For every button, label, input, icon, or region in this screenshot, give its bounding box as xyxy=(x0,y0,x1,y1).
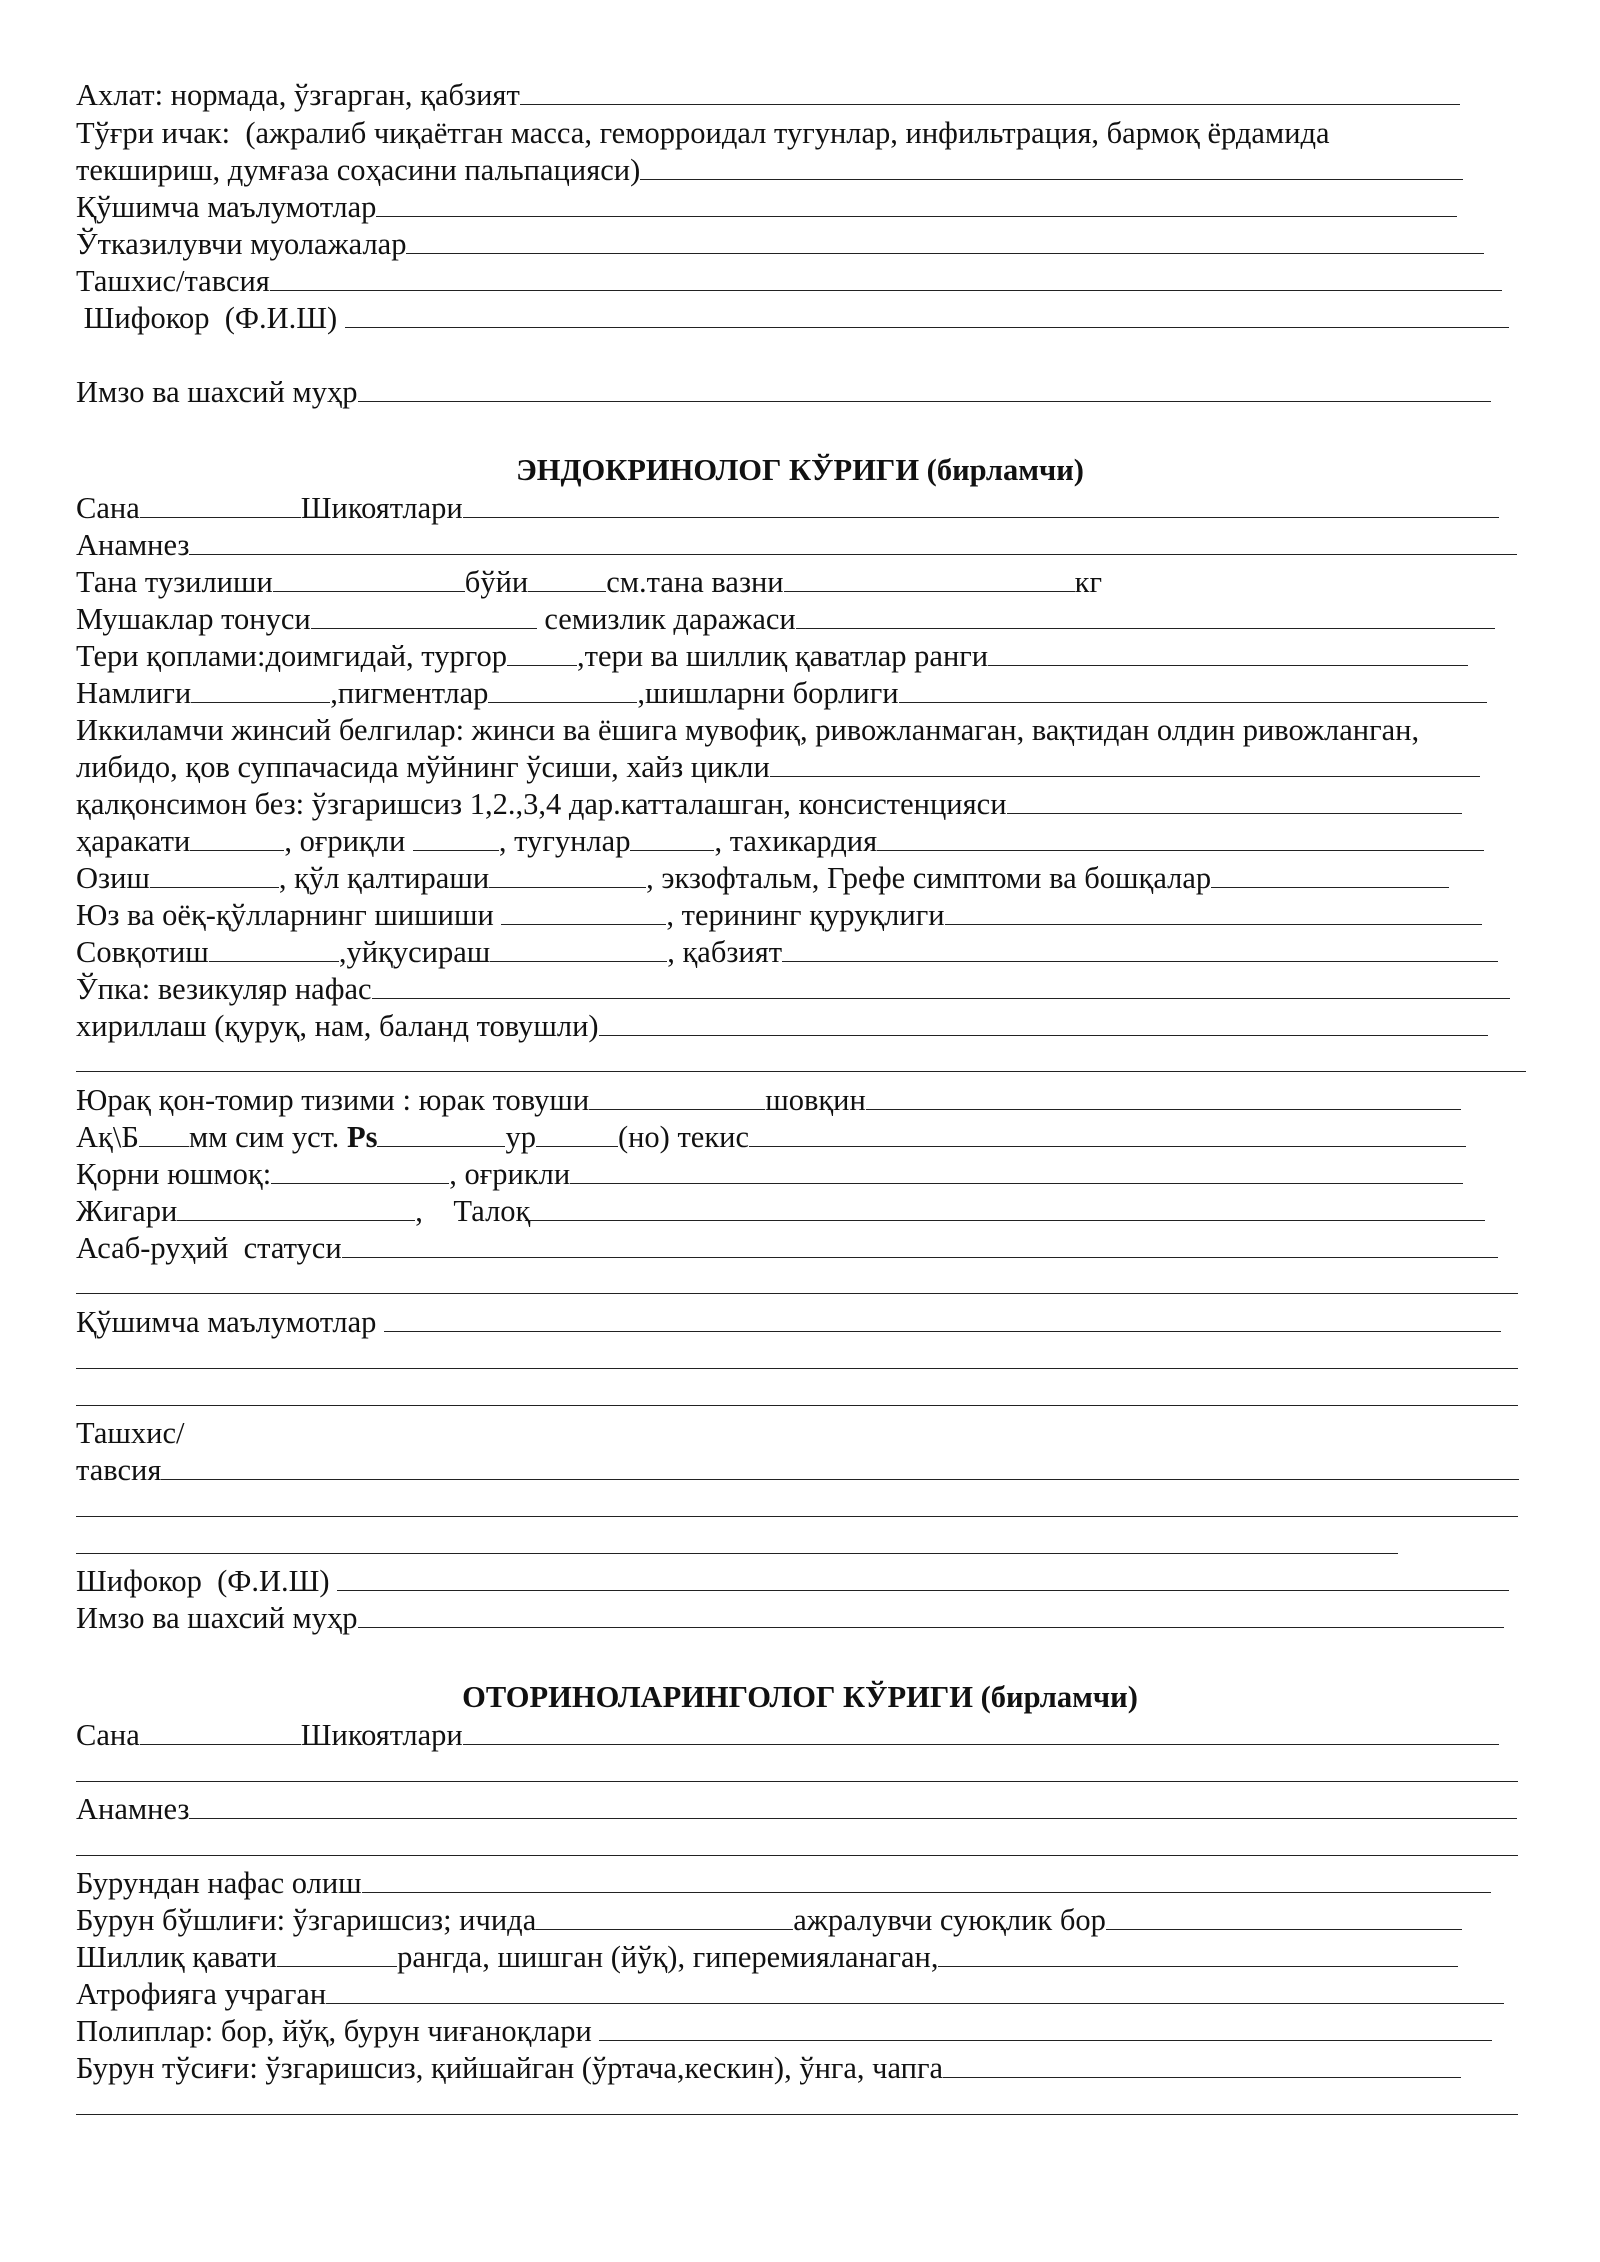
endo-doctor-field[interactable] xyxy=(337,1564,1509,1591)
proct-signature-label: Имзо ва шахсий муҳр xyxy=(76,375,358,409)
neuro-label: Асаб-руҳий статуси xyxy=(76,1231,342,1265)
ent-anamnesis-field[interactable] xyxy=(189,1792,1517,1819)
stool-row xyxy=(76,77,1460,114)
septum-field[interactable] xyxy=(943,2051,1461,2078)
neuro-row xyxy=(76,1230,1498,1267)
rhythm-label: ур xyxy=(505,1120,536,1154)
endo-diagnosis-label: Ташхис/ xyxy=(76,1416,185,1450)
abdomen-label: Қорни юшмоқ: xyxy=(76,1157,272,1191)
bp-label: Ақ\Б xyxy=(76,1120,139,1154)
septum-row xyxy=(76,2050,1461,2087)
polyps-field[interactable] xyxy=(599,2014,1492,2041)
endo-anamnesis-label: Анамнез xyxy=(76,528,190,562)
height-field[interactable] xyxy=(528,565,606,592)
ent-anamnesis-label: Анамнез xyxy=(76,1792,190,1826)
proct-doctor-row xyxy=(76,300,1509,337)
heart-sound-field[interactable] xyxy=(589,1083,765,1110)
endo-anamnesis-field[interactable] xyxy=(189,528,1517,555)
face-row xyxy=(76,897,1482,934)
thyroid-row xyxy=(76,786,1462,823)
skin-label: Тери қоплами:доимгидай, тургор xyxy=(76,639,507,673)
skin-row xyxy=(76,638,1468,675)
endo-complaints-field[interactable] xyxy=(463,491,1499,518)
stool-label: Ахлат: нормада, ўзгарган, қабзият xyxy=(76,78,520,112)
weight-field[interactable] xyxy=(784,565,1075,592)
swelling-field[interactable] xyxy=(899,676,1487,703)
endo-signature-row xyxy=(76,1600,1504,1637)
muscle-label: Мушаклар тонуси xyxy=(76,602,311,636)
rectum-label: Тўғри ичак: (ажралиб чиқаётган масса, геморроидал тугунлар, инфильтрация, бармоқ ёрдамида xyxy=(76,116,1330,150)
tremor-field[interactable] xyxy=(489,861,646,888)
lungs-field[interactable] xyxy=(372,972,1510,999)
endo-diagnosis-line-2[interactable] xyxy=(76,1516,1518,1517)
endo-date-field[interactable] xyxy=(140,491,301,518)
ent-date-field[interactable] xyxy=(140,1718,301,1745)
endo-diagnosis-row-2 xyxy=(76,1452,1519,1489)
nasal-breathing-field[interactable] xyxy=(362,1866,1491,1893)
liver-field[interactable] xyxy=(177,1194,415,1221)
wheeze-label: хириллаш (қуруқ, нам, баланд товушли) xyxy=(76,1009,599,1043)
neuro-continuation-line[interactable] xyxy=(76,1293,1518,1294)
polyps-label: Полиплар: бор, йўқ, бурун чиғаноқлари xyxy=(76,2014,600,2048)
sex-row-1 xyxy=(76,712,1419,749)
wheeze-field[interactable] xyxy=(599,1009,1488,1036)
atrophy-field[interactable] xyxy=(326,1977,1504,2004)
proct-extra-field[interactable] xyxy=(376,190,1457,217)
cold-field[interactable] xyxy=(209,935,339,962)
sleepy-field[interactable] xyxy=(490,935,667,962)
thyroid-label: қалқонсимон без: ўзгаришсиз 1,2.,3,4 дар.катталашган, консистенцияси xyxy=(76,787,1007,821)
constipation-field[interactable] xyxy=(782,935,1498,962)
murmur-label: шовқин xyxy=(765,1083,866,1117)
proct-signature-field[interactable] xyxy=(358,375,1491,402)
consistency-field[interactable] xyxy=(1007,787,1462,814)
bp-row xyxy=(76,1119,1466,1156)
moisture-field[interactable] xyxy=(191,676,330,703)
discharge-label: ажралувчи суюқлик бор xyxy=(793,1903,1106,1937)
mucosa-label: ,тери ва шиллиқ қаватлар ранги xyxy=(576,639,989,673)
nasal-breathing-row xyxy=(76,1865,1491,1902)
polyps-row xyxy=(76,2013,1492,2050)
menstrual-cycle-field[interactable] xyxy=(770,750,1480,777)
endo-signature-field[interactable] xyxy=(358,1601,1504,1628)
tremor-label: , қўл қалтираши xyxy=(278,861,490,895)
abdomen-field[interactable] xyxy=(271,1157,449,1184)
proct-diagnosis-label: Ташхис/тавсия xyxy=(76,264,270,298)
endo-extra-line-3[interactable] xyxy=(76,1405,1518,1406)
neuro-field[interactable] xyxy=(342,1231,1498,1258)
nasal-cavity-row xyxy=(76,1902,1462,1939)
procedures-field[interactable] xyxy=(406,227,1484,254)
proct-signature-row xyxy=(76,374,1491,411)
moisture-row xyxy=(76,675,1487,712)
rectum-label-cont: текшириш, думғаза соҳасини пальпацияси) xyxy=(76,153,641,187)
body-build-label: Тана тузилиши xyxy=(76,565,273,599)
nodes-field[interactable] xyxy=(630,824,714,851)
mucosa-colour-field[interactable] xyxy=(938,1940,1458,1967)
wheeze-continuation-line[interactable] xyxy=(76,1071,1526,1072)
endo-extra-row xyxy=(76,1304,1501,1341)
endo-heading-sub: (бирламчи) xyxy=(919,453,1084,487)
tachycardia-label: , тахикардия xyxy=(714,824,878,858)
heart-label: Юрақ қон-томир тизими : юрак товуши xyxy=(76,1083,590,1117)
rectum-row-2 xyxy=(76,152,1463,189)
sex-label: Иккиламчи жинсий белгилар: жинси ва ёшига мувофиқ, ривожланмаган, вақтидан олдин ривожланган, xyxy=(76,713,1420,747)
nasal-breathing-label: Бурундан нафас олиш xyxy=(76,1866,362,1900)
pigment-field[interactable] xyxy=(488,676,637,703)
sleepy-label: ,уйқусираш xyxy=(338,935,491,969)
endo-diagnosis-line-3[interactable] xyxy=(76,1553,1398,1554)
atrophy-label: Атрофияга учраган xyxy=(76,1977,327,2011)
ent-heading-title: ОТОРИНОЛАРИНГОЛОГ КЎРИГИ xyxy=(462,1680,973,1714)
nasal-content-field[interactable] xyxy=(536,1903,793,1930)
dryskin-label: , терининг қуруқлиги xyxy=(666,898,945,932)
nasal-cavity-label: Бурун бўшлиғи: ўзгаришсиз; ичида xyxy=(76,1903,537,1937)
septum-continuation-line[interactable] xyxy=(76,2114,1518,2115)
atrophy-row xyxy=(76,1976,1504,2013)
weightloss-row xyxy=(76,860,1449,897)
spleen-field[interactable] xyxy=(530,1194,1485,1221)
pain-field[interactable] xyxy=(413,824,499,851)
bp-field[interactable] xyxy=(139,1120,189,1147)
murmur-field[interactable] xyxy=(866,1083,1461,1110)
ent-complaints-line-2[interactable] xyxy=(76,1781,1518,1782)
rectum-row-1 xyxy=(76,115,1330,152)
endo-extra-field[interactable] xyxy=(384,1305,1501,1332)
muscle-row xyxy=(76,601,1495,638)
endo-date-row xyxy=(76,490,1499,527)
liver-label: Жигари xyxy=(76,1194,178,1228)
endo-anamnesis-row xyxy=(76,527,1517,564)
painful-label: , оғрикли xyxy=(449,1157,571,1191)
lungs-row xyxy=(76,971,1510,1008)
abdomen-row xyxy=(76,1156,1463,1193)
endo-doctor-row xyxy=(76,1563,1509,1600)
endo-diagnosis-row-1 xyxy=(76,1415,184,1452)
tachycardia-field[interactable] xyxy=(877,824,1484,851)
heart-row xyxy=(76,1082,1461,1119)
exophthalmos-field[interactable] xyxy=(1211,861,1449,888)
sex-row-2 xyxy=(76,749,1480,786)
nasal-mucosa-field[interactable] xyxy=(277,1940,397,1967)
ent-date-label: Сана xyxy=(76,1718,140,1752)
ent-anamnesis-line-2[interactable] xyxy=(76,1855,1518,1856)
mucosa-field[interactable] xyxy=(988,639,1468,666)
proct-extra-label: Қўшимча маълумотлар xyxy=(76,190,377,224)
ent-date-row xyxy=(76,1717,1499,1754)
endo-extra-line-2[interactable] xyxy=(76,1368,1518,1369)
proct-extra-row xyxy=(76,189,1457,226)
septum-label: Бурун тўсиғи: ўзгаришсиз, қийшайган (ўртача,кескин), ўнга, чапга xyxy=(76,2051,944,2085)
dryskin-field[interactable] xyxy=(945,898,1482,925)
wheeze-row xyxy=(76,1008,1488,1045)
procedures-row xyxy=(76,226,1484,263)
ent-complaints-field[interactable] xyxy=(463,1718,1499,1745)
weight-label: см.тана вазни xyxy=(606,565,784,599)
height-label: бўйи xyxy=(464,565,529,599)
obesity-label: семизлик даражаси xyxy=(536,602,796,636)
endo-doctor-label: Шифокор (Ф.И.Ш) xyxy=(76,1564,338,1598)
face-field[interactable] xyxy=(501,898,666,925)
spleen-label: , Талоқ xyxy=(415,1194,531,1228)
moisture-label: Намлиги xyxy=(76,676,192,710)
procedures-label: Ўтказилувчи муолажалар xyxy=(76,227,407,261)
body-build-row xyxy=(76,564,1102,601)
mucosa-colour-label: рангда, шишган (йўқ), гиперемияланаган, xyxy=(397,1940,939,1974)
even-field[interactable] xyxy=(749,1120,1466,1147)
even-label: (но) текис xyxy=(617,1120,749,1154)
mobility-label: ҳаракати xyxy=(76,824,191,858)
pulse-label: Ps xyxy=(346,1120,378,1154)
body-build-field[interactable] xyxy=(273,565,465,592)
weightloss-label: Озиш xyxy=(76,861,150,895)
ent-anamnesis-row xyxy=(76,1791,1517,1828)
exophthalmos-label: , экзофтальм, Грефе симптоми ва бошқалар xyxy=(646,861,1212,895)
liver-row xyxy=(76,1193,1485,1230)
endo-extra-label: Қўшимча маълумотлар xyxy=(76,1305,385,1339)
rectum-field[interactable] xyxy=(640,153,1463,180)
proct-diagnosis-row xyxy=(76,263,1502,300)
kg-unit: кг xyxy=(1074,565,1102,599)
mobility-field[interactable] xyxy=(190,824,284,851)
proct-doctor-label: Шифокор (Ф.И.Ш) xyxy=(76,301,345,335)
face-label: Юз ва оёқ-қўлларнинг шишиши xyxy=(76,898,502,932)
endo-recommendation-label: тавсия xyxy=(76,1453,162,1487)
endo-diagnosis-field[interactable] xyxy=(161,1453,1519,1480)
pulse-field[interactable] xyxy=(377,1120,505,1147)
nasal-mucosa-label: Шиллиқ қавати xyxy=(76,1940,278,1974)
painful-field[interactable] xyxy=(570,1157,1463,1184)
weightloss-field[interactable] xyxy=(150,861,279,888)
obesity-field[interactable] xyxy=(796,602,1495,629)
ent-heading-sub: (бирламчи) xyxy=(972,1680,1138,1714)
nasal-mucosa-row xyxy=(76,1939,1458,1976)
sex-label-cont: либидо, қов суппачасида мўйнинг ўсиши, хайз цикли xyxy=(76,750,770,784)
constipation-label: , қабзият xyxy=(667,935,783,969)
lungs-label: Ўпка: везикуляр нафас xyxy=(76,972,372,1006)
endo-signature-label: Имзо ва шахсий муҳр xyxy=(76,1601,358,1635)
pigment-label: ,пигментлар xyxy=(330,676,489,710)
endo-complaints-label: Шикоятлари xyxy=(300,491,463,525)
muscle-field[interactable] xyxy=(311,602,537,629)
discharge-field[interactable] xyxy=(1106,1903,1462,1930)
turgor-field[interactable] xyxy=(507,639,577,666)
nodes-label: , тугунлар xyxy=(498,824,631,858)
proct-diagnosis-field[interactable] xyxy=(270,264,1502,291)
cold-row xyxy=(76,934,1498,971)
proct-doctor-field[interactable] xyxy=(345,301,1509,328)
ent-heading xyxy=(0,1677,1600,1717)
swelling-label: ,шишларни борлиги xyxy=(637,676,899,710)
mobility-row xyxy=(76,823,1484,860)
cold-label: Совқотиш xyxy=(76,935,209,969)
endo-heading-title: ЭНДОКРИНОЛОГ КЎРИГИ xyxy=(516,453,920,487)
endo-date-label: Сана xyxy=(76,491,140,525)
ent-complaints-label: Шикоятлари xyxy=(300,1718,463,1752)
rhythm-field[interactable] xyxy=(536,1120,618,1147)
stool-field[interactable] xyxy=(520,78,1460,105)
endo-heading xyxy=(0,450,1600,490)
mmhg-label: мм сим уст. xyxy=(188,1120,347,1154)
pain-label: , оғриқли xyxy=(284,824,413,858)
